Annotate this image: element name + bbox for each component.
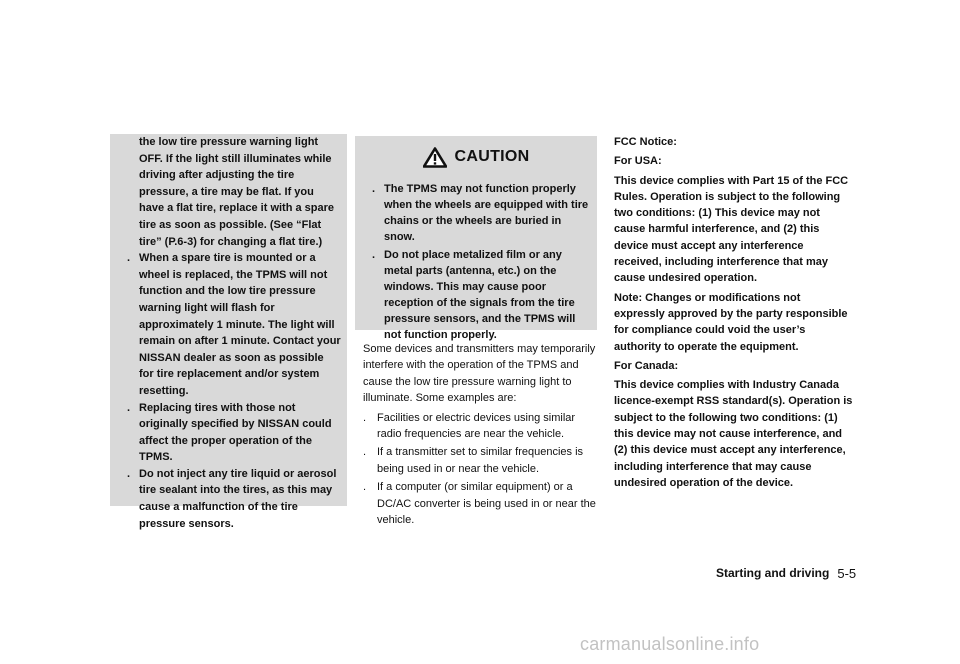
interference-bullet-item — [363, 444, 599, 477]
warning-continuation-text: the low tire pressure warning light OFF. If the light still illuminates while driving after adjusting the tire pressure, a tire may be flat. If you have a flat tire, replace it with a spare tire as soon as possible. (See “Flat tire” (P.6-3) for changing a flat tire.) — [139, 136, 335, 248]
warning-bullet-item — [118, 400, 341, 466]
page-footer — [716, 566, 856, 581]
canada-heading: For Canada: — [614, 359, 679, 372]
interference-bullet-text: Facilities or electric devices using similar radio frequencies are near the vehicle. — [377, 411, 576, 441]
bullet-icon: . — [363, 411, 367, 424]
warning-bullet-item — [118, 466, 341, 532]
bullet-icon: . — [126, 252, 131, 265]
bullet-icon: . — [126, 467, 131, 480]
watermark: carmanualsonline.info — [580, 634, 760, 654]
bullet-icon: . — [371, 183, 376, 195]
warning-bullet-text: Do not inject any tire liquid or aerosol tire sealant into the tires, as this may cause a malfunction of the tire pressure sensors. — [139, 467, 337, 530]
warning-continuation-box — [110, 134, 347, 530]
warning-bullet-item — [118, 250, 341, 399]
page-number: 5-5 — [837, 566, 857, 581]
caution-bullet-text: The TPMS may not function properly when the wheels are equipped with tire chains or the wheels are buried in snow. — [384, 183, 589, 243]
canada-text: This device complies with Industry Canada licence-exempt RSS standard(s). Operation is subject to the following two conditions: (1) this device may not cause interference, and (2) this device must accept any interference, including interference that may cause undesired operation of the device. — [614, 379, 853, 489]
usa-heading: For USA: — [614, 155, 662, 168]
interference-bullet-item — [363, 479, 599, 528]
caution-box — [355, 136, 597, 341]
bullet-icon: . — [363, 446, 367, 459]
footer-section-title: Starting and driving — [716, 566, 830, 580]
interference-bullet-text: If a transmitter set to similar frequencies is being used in or near the vehicle. — [377, 446, 584, 475]
caution-bullet-item — [363, 247, 591, 343]
caution-list — [363, 181, 591, 345]
bullet-icon: . — [371, 249, 376, 261]
caution-header — [355, 136, 597, 178]
warning-bullet-text: Replacing tires with those not originally specified by NISSAN could affect the proper operation of the TPMS. — [139, 401, 332, 464]
bullet-icon: . — [126, 401, 131, 414]
interference-bullet-text: If a computer (or similar equipment) or a DC/AC converter is being used in or near the vehicle. — [377, 481, 596, 527]
note-text: Note: Changes or modifications not expressly approved by the party responsible for compliance could void the user’s authority to operate the equipment. — [614, 291, 848, 353]
caution-bullet-text: Do not place metalized film or any metal parts (antenna, etc.) on the windows. This may cause poor reception of the signals from the tire pressure sensors, and the TPMS will not function properly. — [384, 249, 576, 341]
bullet-icon: . — [363, 481, 367, 494]
interference-section — [363, 341, 599, 530]
caution-title: CAUTION — [454, 148, 530, 165]
interference-intro: Some devices and transmitters may temporarily interfere with the operation of the TPMS and cause the low tire pressure warning light to illuminate. Some examples are: — [363, 343, 596, 405]
usa-text: This device complies with Part 15 of the FCC Rules. Operation is subject to the following two conditions: (1) This device may not cause harmful interference, and (2) this device must accept any interference received, including interference that may cause undesired operation. — [614, 174, 849, 285]
warning-bullet-text: When a spare tire is mounted or a wheel is replaced, the TPMS will not function and the low tire pressure warning light will flash for approximately 1 minute. The light will remain on after 1 minute. Contact your NISSAN dealer as soon as possible for tire replacement and/or system resetting. — [139, 252, 341, 397]
warning-triangle-icon — [423, 147, 447, 168]
fcc-notice-section — [614, 134, 854, 494]
fcc-heading: FCC Notice: — [614, 136, 677, 148]
interference-bullet-item — [363, 410, 599, 443]
caution-bullet-item — [363, 181, 591, 245]
